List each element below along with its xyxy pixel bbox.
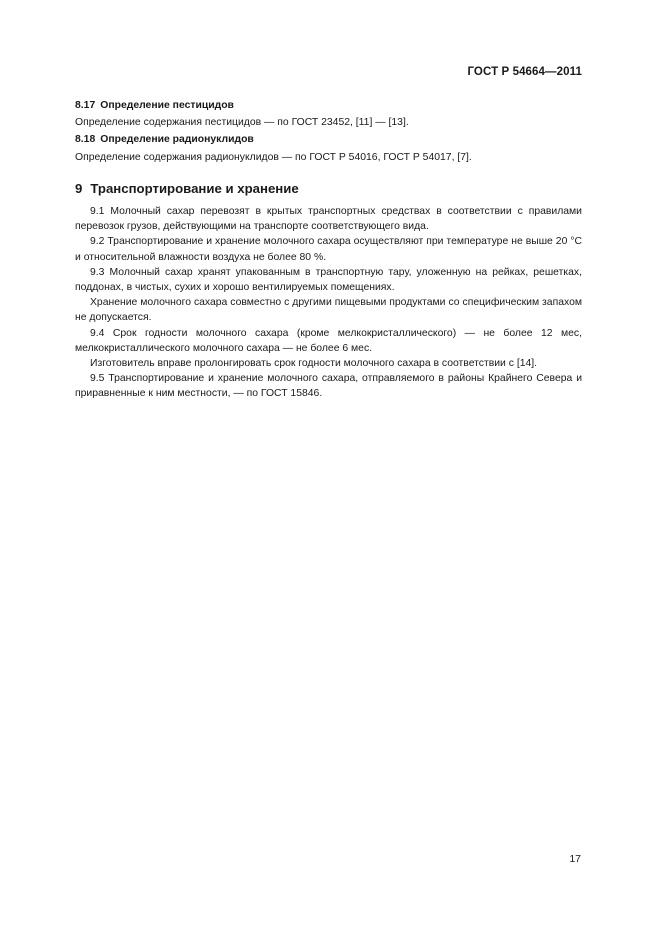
subsection-heading-8-18 (75, 132, 582, 147)
paragraph-9-1: 9.1 Молочный сахар перевозят в крытых транспортных средствах в соответствии с правилами перевозок грузов, действующими на транспорте соответствующего вида. (75, 206, 582, 233)
subsection-title: Определение пестицидов (100, 100, 234, 111)
subsection-number: 8.18 (75, 134, 96, 146)
section-number: 9 (75, 180, 83, 196)
subsection-number: 8.17 (75, 100, 96, 111)
subsection-text-8-17: Определение содержания пестицидов — по ГОСТ 23452, [11] — [13]. (75, 117, 409, 129)
section-title: Транспортирование и хранение (90, 180, 299, 196)
paragraph-9-4-extension: Изготовитель вправе пролонгировать срок годности молочного сахара в соответствии с [14]. (90, 358, 538, 370)
subsection-text-8-18: Определение содержания радионуклидов — по ГОСТ Р 54016, ГОСТ Р 54017, [7]. (75, 151, 472, 163)
paragraph-9-4: 9.4 Срок годности молочного сахара (кроме мелкокристаллического) — не более 12 мес, мелкокристаллического молочного сахара — не более 6 мес. (75, 327, 582, 354)
paragraph-9-3-storage: Хранение молочного сахара совместно с другими пищевыми продуктами со специфическим запахом не допускается. (75, 297, 582, 324)
document-header: ГОСТ Р 54664—2011 (467, 66, 582, 78)
paragraph-9-3: 9.3 Молочный сахар хранят упакованным в транспортную тару, уложенную на рейках, решетках, поддонах, в чистых, сухих и хорошо вентилируемых помещениях. (75, 266, 582, 294)
paragraph-9-5: 9.5 Транспортирование и хранение молочного сахара, отправляемого в районы Крайнего Севера и приравненные к ним местности, — по ГОСТ 15846. (75, 373, 582, 400)
section-heading-9 (75, 181, 582, 196)
page-content (75, 98, 582, 402)
page-number: 17 (569, 853, 581, 865)
subsection-title: Определение радионуклидов (100, 134, 254, 146)
subsection-heading-8-17 (75, 98, 582, 113)
paragraph-9-2: 9.2 Транспортирование и хранение молочного сахара осуществляют при температуре не выше 20 °С и относительной влажности воздуха не более 80 %. (75, 236, 582, 263)
